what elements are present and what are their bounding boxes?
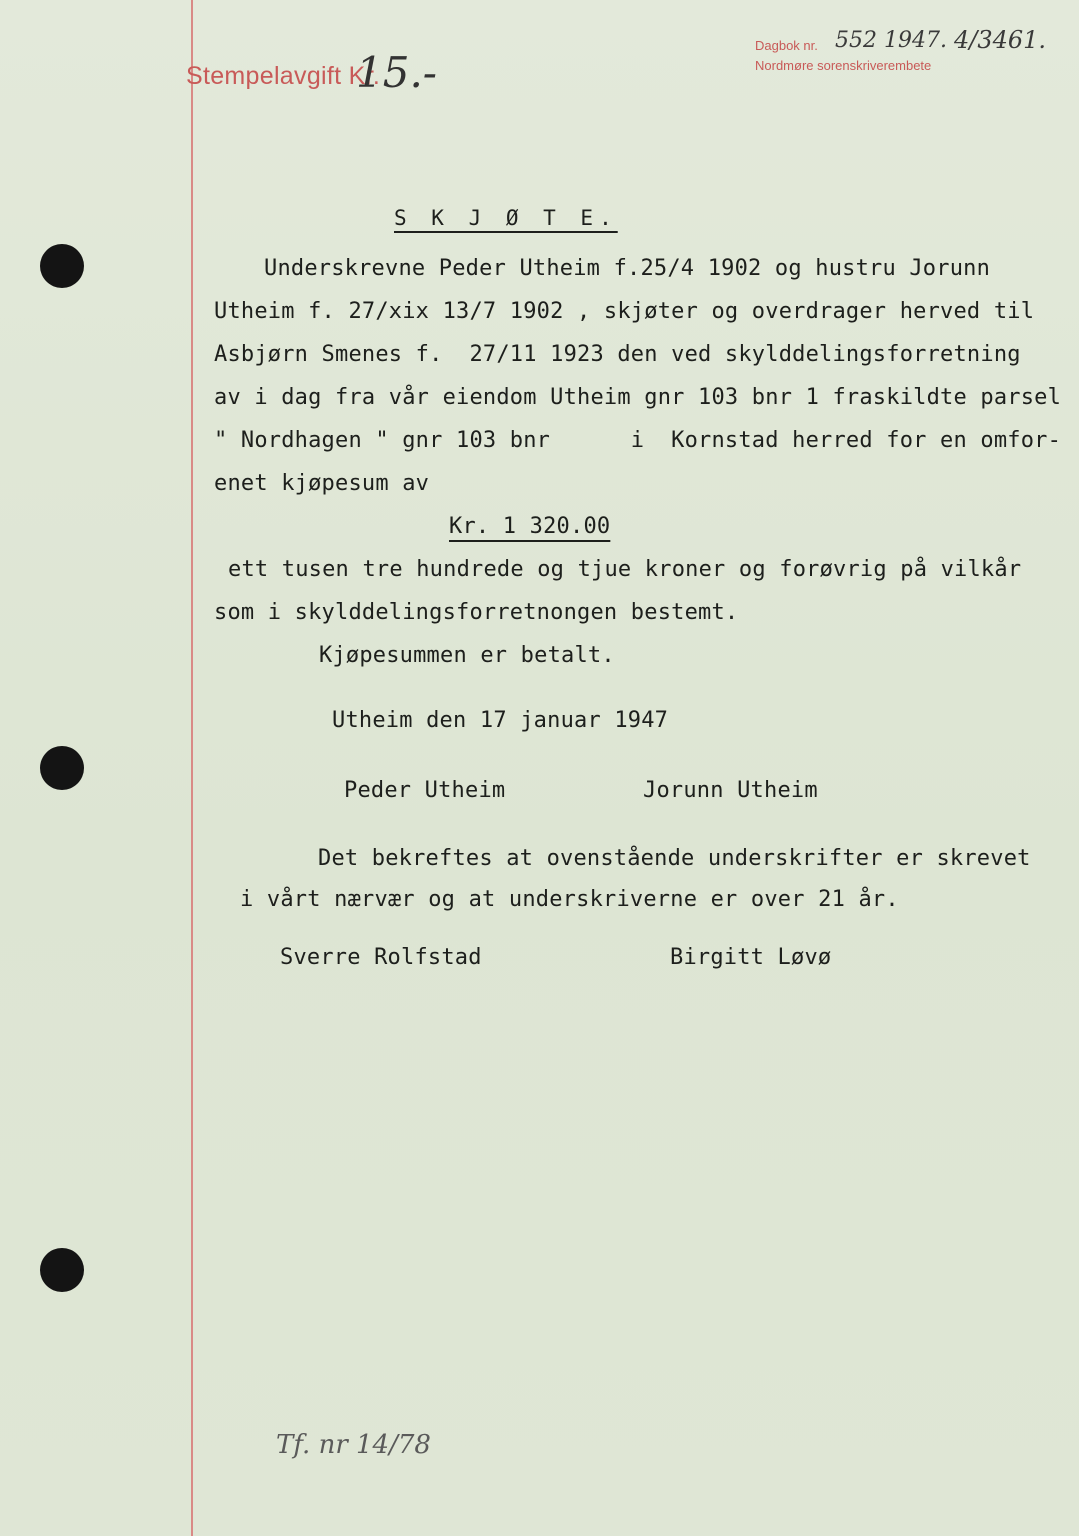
punch-hole (40, 746, 84, 790)
body-line: Asbjørn Smenes f. 27/11 1923 den ved skylddelingsforretning (214, 342, 1021, 367)
signer-jorunn: Jorunn Utheim (643, 778, 818, 803)
witness-birgitt: Birgitt Løvø (670, 945, 832, 970)
body-line: enet kjøpesum av (214, 471, 430, 496)
document-title: S K J Ø T E. (394, 206, 618, 230)
payment-statement: Kjøpesummen er betalt. (319, 643, 615, 668)
place-date: Utheim den 17 januar 1947 (332, 708, 669, 733)
registry-label: Dagbok nr. (755, 38, 818, 53)
stamp-tax-label: Stempelavgift Kr. (186, 62, 381, 90)
witness-statement-line: Det bekreftes at ovenstående underskrifter er skrevet (318, 846, 1031, 871)
margin-rule (191, 0, 193, 1536)
punch-hole (40, 1248, 84, 1292)
stamp-tax-amount: 15.- (356, 48, 437, 97)
registry-office: Nordmøre sorenskriverembete (755, 58, 932, 73)
purchase-amount: Kr. 1 320.00 (449, 514, 611, 539)
body-line: " Nordhagen " gnr 103 bnr i Kornstad herred for en omfor- (214, 428, 1062, 453)
amount-words-line: som i skylddelingsforretnongen bestemt. (214, 600, 739, 625)
registry-number: 552 1947. (835, 28, 947, 53)
body-line: Underskrevne Peder Utheim f.25/4 1902 og hustru Jorunn (264, 256, 991, 281)
signer-peder: Peder Utheim (344, 778, 506, 803)
amount-words-line: ett tusen tre hundrede og tjue kroner og forøvrig på vilkår (228, 557, 1022, 582)
body-line: av i dag fra vår eiendom Utheim gnr 103 bnr 1 fraskildte parsel (214, 385, 1062, 410)
body-line: Utheim f. 27/xix 13/7 1902 , skjøter og overdrager herved til (214, 299, 1035, 324)
witness-sverre: Sverre Rolfstad (280, 945, 482, 970)
folio-number: 4/3461. (954, 26, 1047, 54)
witness-statement-line: i vårt nærvær og at underskriverne er over 21 år. (240, 887, 899, 912)
pencil-note: Tf. nr 14/78 (276, 1430, 431, 1460)
punch-hole (40, 244, 84, 288)
